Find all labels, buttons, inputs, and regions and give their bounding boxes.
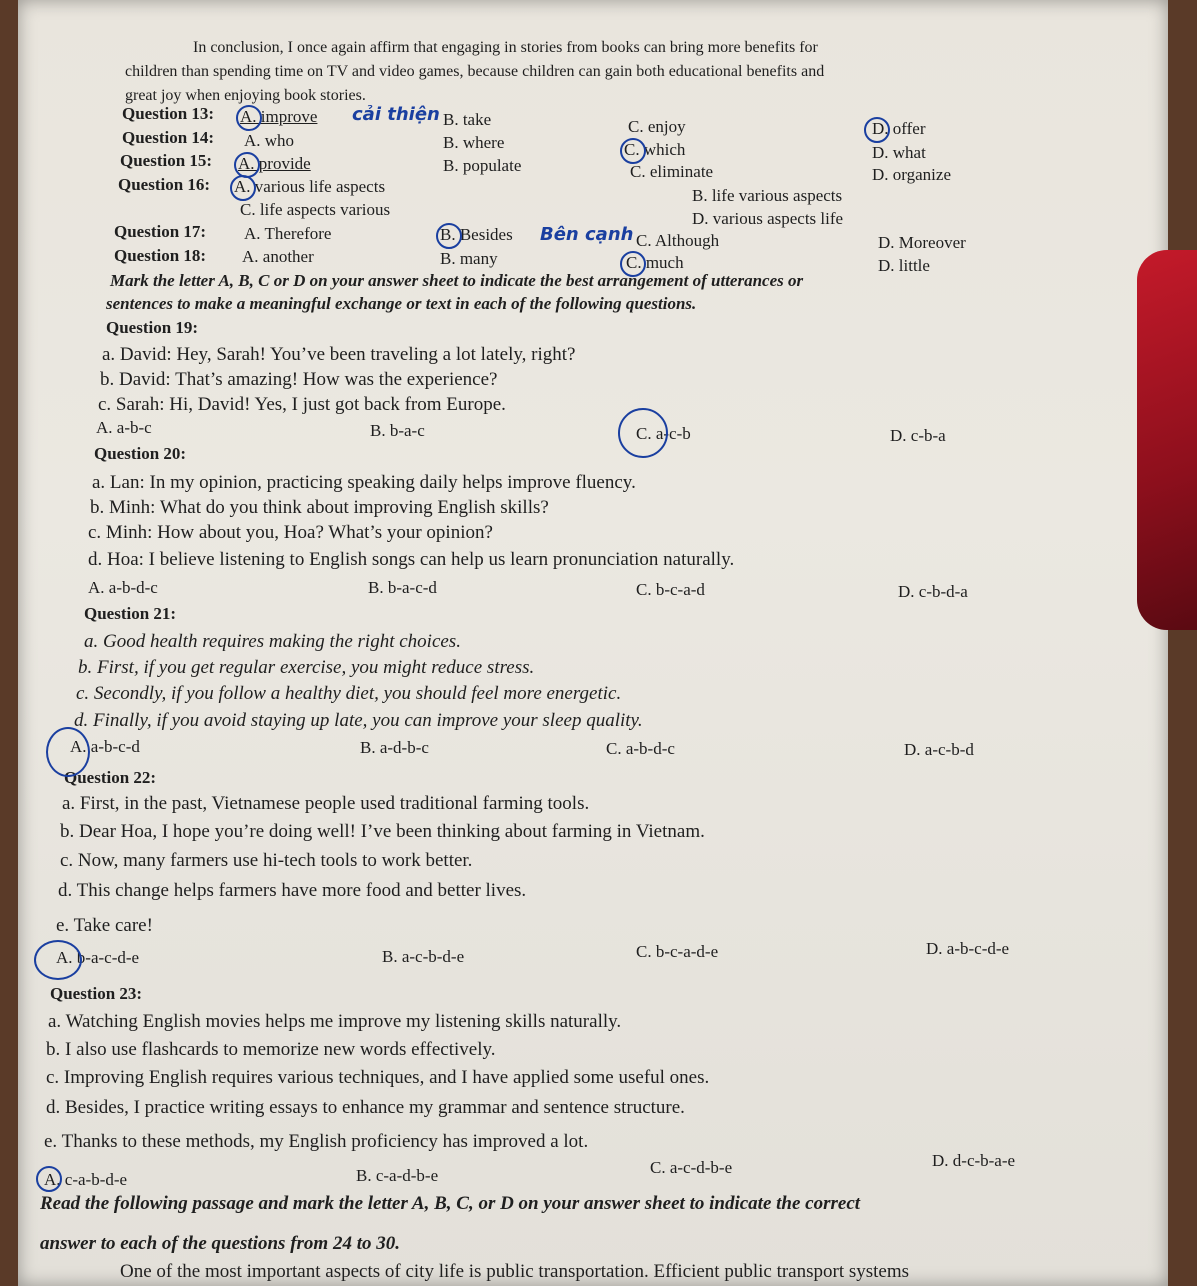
q19-line-c: c. Sarah: Hi, David! Yes, I just got back from Europe.: [98, 394, 506, 415]
q23-option-b[interactable]: B. c-a-d-b-e: [356, 1166, 439, 1185]
q22-option-d[interactable]: D. a-b-c-d-e: [926, 939, 1010, 958]
q20-option-b[interactable]: B. b-a-c-d: [368, 578, 437, 597]
q16-option-a[interactable]: A. various life aspects: [234, 177, 386, 196]
q13-option-d[interactable]: D. offer: [872, 119, 926, 138]
q18-option-a[interactable]: A. another: [242, 247, 314, 266]
q14-label: Question 14:: [122, 128, 215, 147]
q21-option-c[interactable]: C. a-b-d-c: [606, 739, 675, 758]
q21-line-a: a. Good health requires making the right choices.: [84, 631, 461, 652]
q22-line-c: c. Now, many farmers use hi-tech tools to work better.: [60, 850, 473, 871]
instruction-2-line-2: answer to each of the questions from 24 to 30.: [40, 1233, 400, 1254]
q23-line-b: b. I also use flashcards to memorize new words effectively.: [46, 1039, 496, 1060]
q19-line-a: a. David: Hey, Sarah! You’ve been traveling a lot lately, right?: [102, 344, 576, 365]
red-pen: [1137, 250, 1197, 630]
q22-option-a[interactable]: A. b-a-c-d-e: [56, 948, 140, 967]
passage-line-1: In conclusion, I once again affirm that engaging in stories from books can bring more benefits for: [193, 39, 818, 56]
q17-option-d[interactable]: D. Moreover: [878, 233, 966, 252]
q22-option-b[interactable]: B. a-c-b-d-e: [382, 947, 465, 966]
q22-line-e: e. Take care!: [56, 915, 153, 936]
q15-option-d[interactable]: D. organize: [872, 165, 951, 184]
q18-option-c[interactable]: C. much: [626, 253, 684, 272]
q19-line-b: b. David: That’s amazing! How was the experience?: [100, 369, 498, 390]
q23-line-e: e. Thanks to these methods, my English proficiency has improved a lot.: [44, 1131, 589, 1152]
instruction-2-line-1: Read the following passage and mark the letter A, B, C, or D on your answer sheet to indicate the correct: [40, 1193, 861, 1214]
q13-handwritten-note: cải thiện: [352, 104, 440, 125]
q23-label: Question 23:: [50, 984, 143, 1003]
q17-handwritten-note: Bên cạnh: [540, 224, 634, 245]
q17-option-b[interactable]: B. Besides: [440, 225, 513, 244]
q17-option-c[interactable]: C. Although: [636, 231, 720, 250]
q16-option-c[interactable]: C. life aspects various: [240, 200, 391, 219]
instruction-1-line-1: Mark the letter A, B, C or D on your answer sheet to indicate the best arrangement of utterances or: [110, 271, 804, 290]
q22-line-a: a. First, in the past, Vietnamese people used traditional farming tools.: [62, 793, 590, 814]
q14-option-a[interactable]: A. who: [244, 131, 295, 150]
q20-option-a[interactable]: A. a-b-d-c: [88, 578, 158, 597]
q13-option-a[interactable]: A. improve: [240, 107, 318, 126]
q15-option-c[interactable]: C. eliminate: [630, 162, 714, 181]
passage-2-line-1: One of the most important aspects of city life is public transportation. Efficient public transport systems: [120, 1261, 910, 1282]
q23-line-a: a. Watching English movies helps me improve my listening skills naturally.: [48, 1011, 622, 1032]
q16-option-b[interactable]: B. life various aspects: [692, 186, 843, 205]
q19-option-c[interactable]: C. a-c-b: [636, 424, 691, 443]
q19-option-b[interactable]: B. b-a-c: [370, 421, 425, 440]
q23-line-c: c. Improving English requires various techniques, and I have applied some useful ones.: [46, 1067, 710, 1088]
q20-line-a: a. Lan: In my opinion, practicing speaking daily helps improve fluency.: [92, 472, 636, 493]
q22-label: Question 22:: [64, 768, 157, 787]
q18-option-b[interactable]: B. many: [440, 249, 498, 268]
q13-label: Question 13:: [122, 104, 215, 123]
q23-line-d: d. Besides, I practice writing essays to enhance my grammar and sentence structure.: [46, 1097, 685, 1118]
q21-option-b[interactable]: B. a-d-b-c: [360, 738, 429, 757]
q23-option-a[interactable]: A. c-a-b-d-e: [44, 1170, 128, 1189]
q15-label: Question 15:: [120, 151, 213, 170]
q23-option-d[interactable]: D. d-c-b-a-e: [932, 1151, 1016, 1170]
q16-label: Question 16:: [118, 175, 211, 194]
q23-option-c[interactable]: C. a-c-d-b-e: [650, 1158, 733, 1177]
q21-option-d[interactable]: D. a-c-b-d: [904, 740, 974, 759]
q20-option-d[interactable]: D. c-b-d-a: [898, 582, 968, 601]
q15-option-a[interactable]: A. provide: [238, 154, 311, 173]
q15-option-b[interactable]: B. populate: [443, 156, 522, 175]
q22-option-c[interactable]: C. b-c-a-d-e: [636, 942, 719, 961]
q13-option-b[interactable]: B. take: [443, 110, 492, 129]
q21-line-d: d. Finally, if you avoid staying up late, you can improve your sleep quality.: [74, 710, 643, 731]
q19-option-d[interactable]: D. c-b-a: [890, 426, 946, 445]
passage-line-2: children than spending time on TV and video games, because children can gain both educational benefits and: [125, 63, 825, 80]
q14-option-d[interactable]: D. what: [872, 143, 926, 162]
passage-line-3: great joy when enjoying book stories.: [125, 87, 366, 104]
q20-label: Question 20:: [94, 444, 187, 463]
q21-label: Question 21:: [84, 604, 177, 623]
q20-line-b: b. Minh: What do you think about improving English skills?: [90, 497, 549, 518]
instruction-1-line-2: sentences to make a meaningful exchange or text in each of the following questions.: [106, 294, 697, 313]
q18-label: Question 18:: [114, 246, 207, 265]
q13-option-c[interactable]: C. enjoy: [628, 117, 686, 136]
q19-option-a[interactable]: A. a-b-c: [96, 418, 152, 437]
q18-option-d[interactable]: D. little: [878, 256, 930, 275]
q21-line-b: b. First, if you get regular exercise, you might reduce stress.: [78, 657, 535, 678]
q20-line-d: d. Hoa: I believe listening to English songs can help us learn pronunciation naturally.: [88, 549, 735, 570]
q20-line-c: c. Minh: How about you, Hoa? What’s your opinion?: [88, 522, 493, 543]
q14-option-c[interactable]: C. which: [624, 140, 686, 159]
q19-label: Question 19:: [106, 318, 199, 337]
q21-line-c: c. Secondly, if you follow a healthy diet, you should feel more energetic.: [76, 683, 622, 704]
q17-label: Question 17:: [114, 222, 207, 241]
q22-line-d: d. This change helps farmers have more food and better lives.: [58, 880, 527, 901]
q22-line-b: b. Dear Hoa, I hope you’re doing well! I’ve been thinking about farming in Vietnam.: [60, 821, 705, 842]
q14-option-b[interactable]: B. where: [443, 133, 505, 152]
q20-option-c[interactable]: C. b-c-a-d: [636, 580, 705, 599]
q21-option-a[interactable]: A. a-b-c-d: [70, 737, 140, 756]
q17-option-a[interactable]: A. Therefore: [244, 224, 332, 243]
q16-option-d[interactable]: D. various aspects life: [692, 209, 844, 228]
